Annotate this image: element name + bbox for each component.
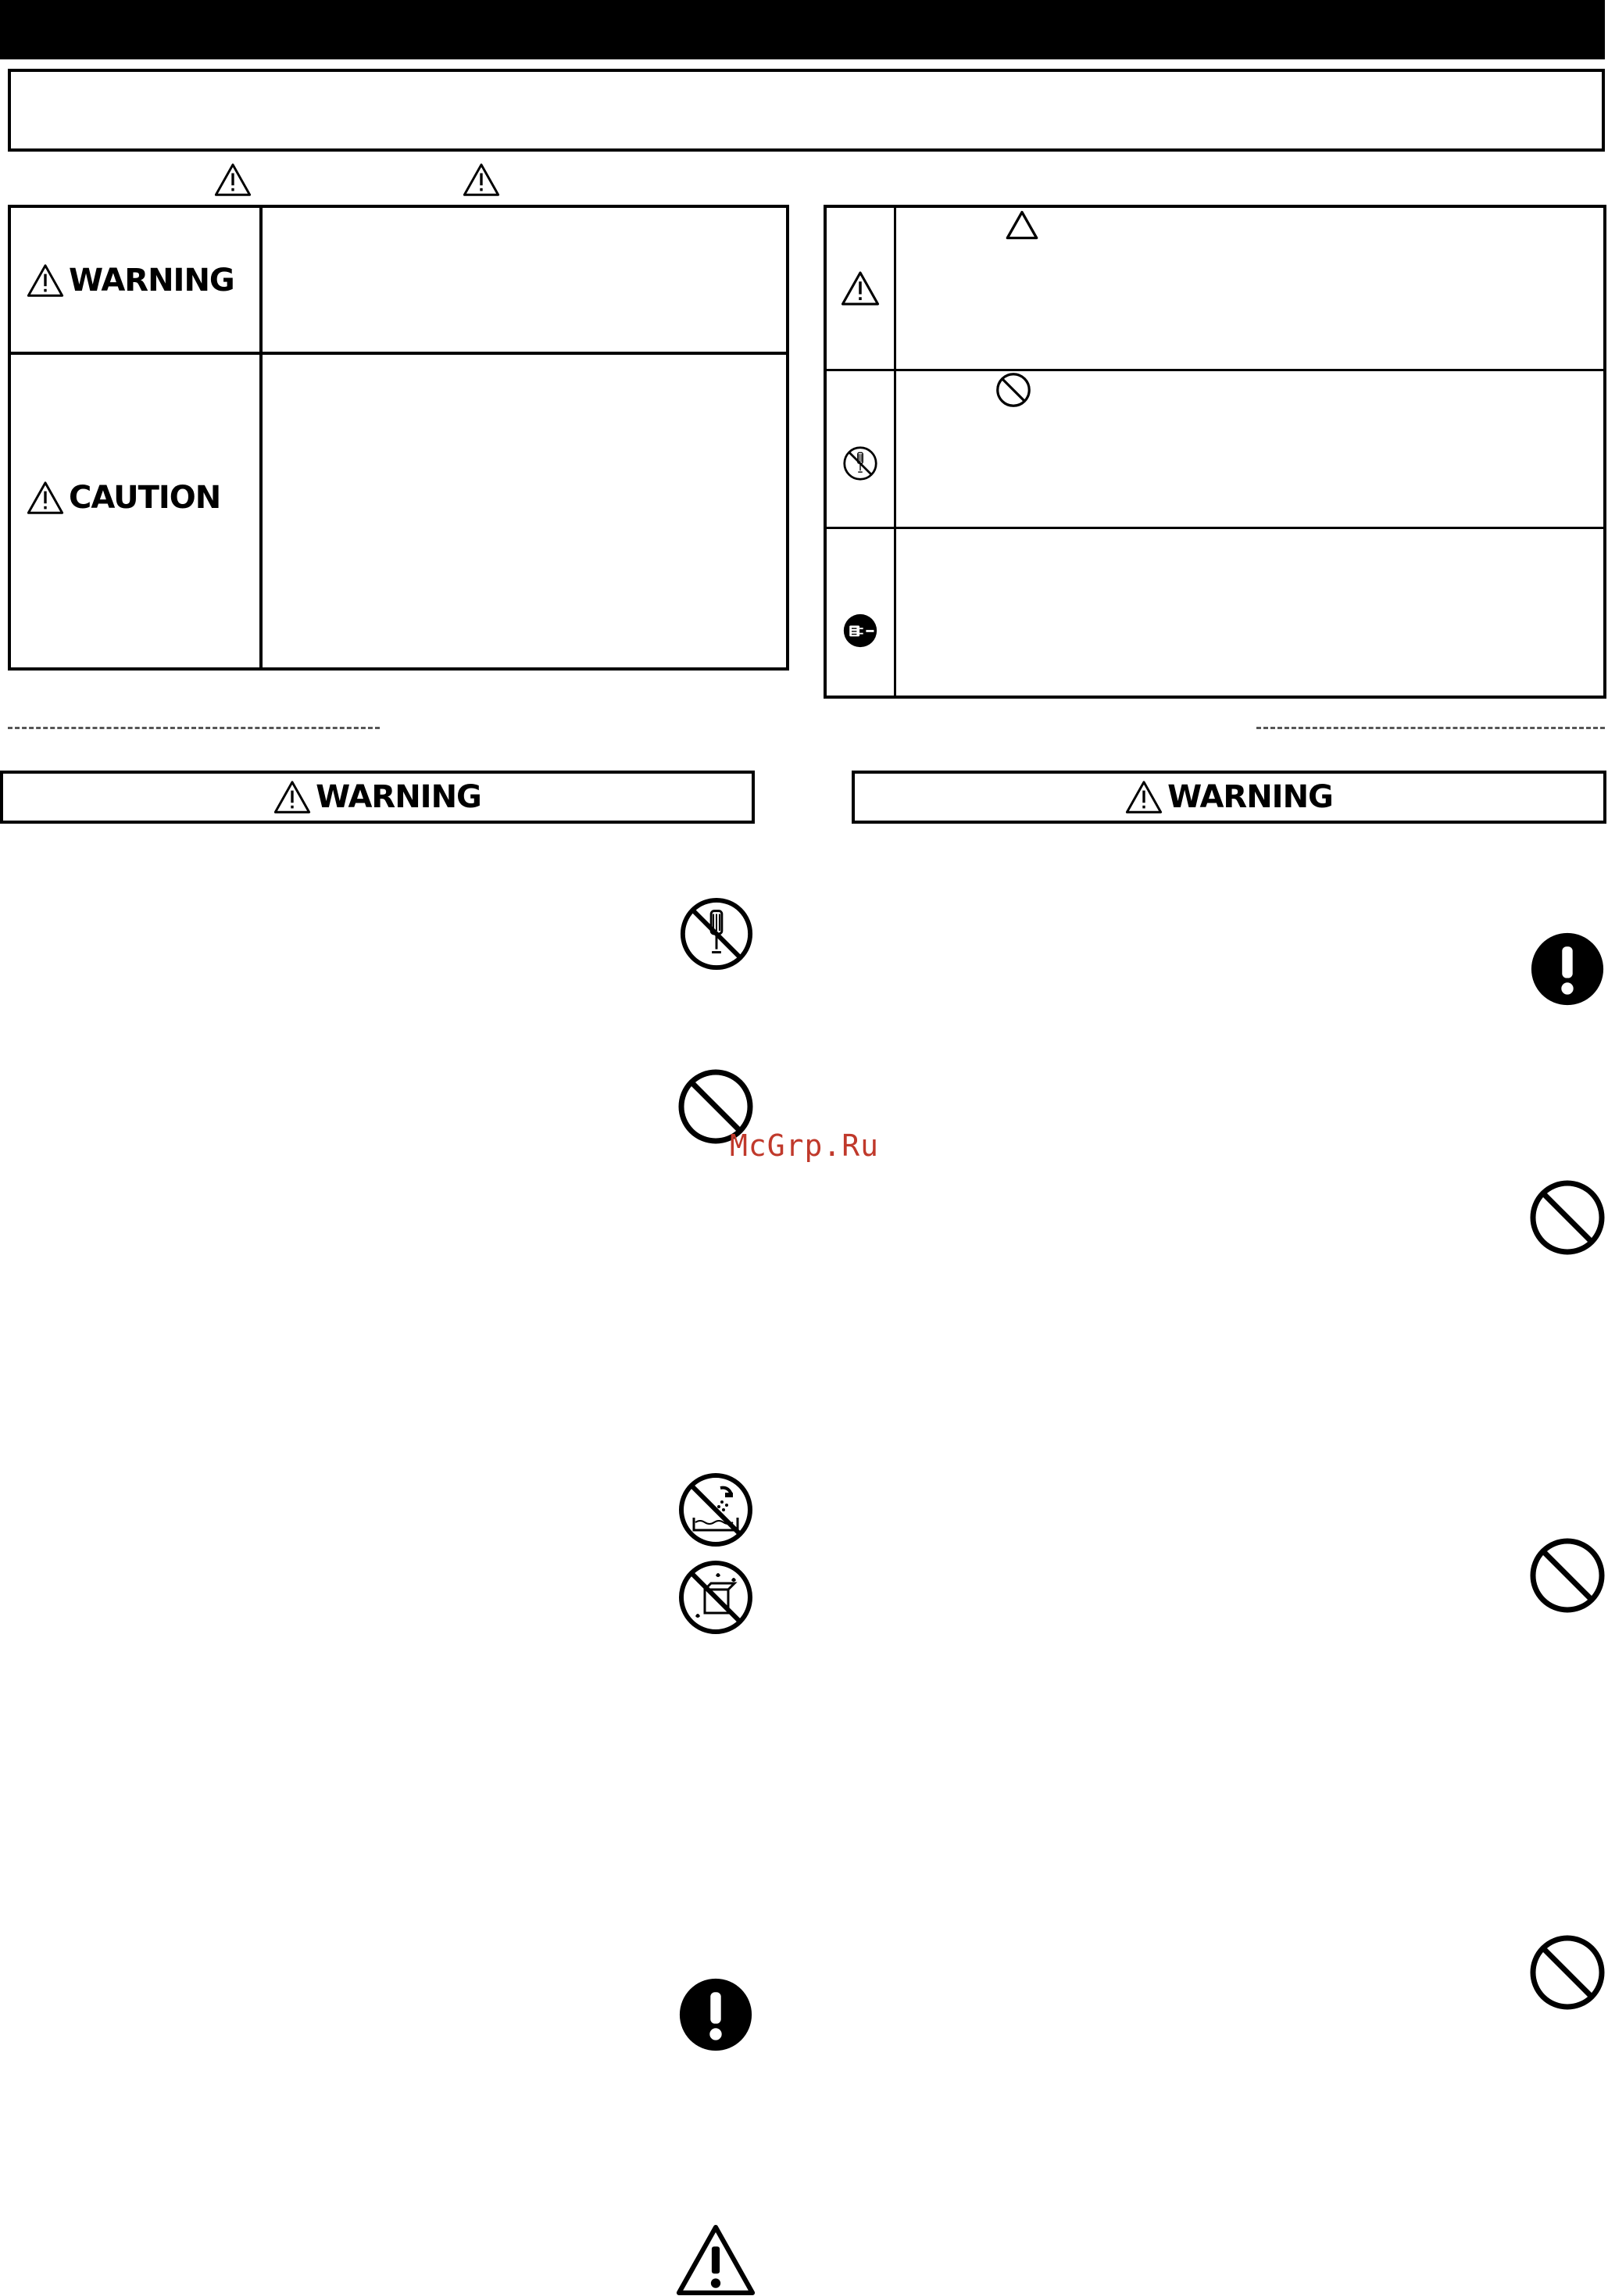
page-header-bar xyxy=(0,0,1605,59)
mandatory-action-icon xyxy=(678,1977,753,2052)
legend-table xyxy=(8,205,789,671)
right-warning-banner xyxy=(852,771,1606,824)
symbol-table xyxy=(824,205,1606,699)
triangle-outline-icon xyxy=(1005,209,1039,241)
prohibition-icon xyxy=(1528,1536,1606,1615)
warning-triangle-icon xyxy=(214,163,252,197)
row-divider xyxy=(827,527,1603,529)
banner-label-group xyxy=(273,779,481,815)
dashed-divider xyxy=(8,727,380,729)
warning-triangle-icon xyxy=(273,780,311,814)
warning-triangle-icon xyxy=(463,163,500,197)
warning-triangle-icon xyxy=(841,270,880,306)
column-divider xyxy=(894,208,896,696)
warning-triangle-icon xyxy=(1125,780,1163,814)
title-box xyxy=(8,69,1605,152)
dashed-divider xyxy=(1256,727,1605,729)
do-not-disassemble-icon xyxy=(678,896,755,972)
do-not-disassemble-icon xyxy=(842,445,878,481)
caution-label: CAUTION xyxy=(69,480,221,516)
banner-label: WARNING xyxy=(316,779,481,815)
prohibition-circle-icon xyxy=(995,372,1031,408)
mandatory-action-icon xyxy=(1530,932,1605,1007)
no-water-icon xyxy=(677,1471,755,1549)
legend-row-warning xyxy=(27,261,234,300)
warning-triangle-icon xyxy=(675,2224,756,2296)
unplug-icon xyxy=(842,613,878,649)
banner-label-group xyxy=(1125,779,1333,815)
prohibition-icon xyxy=(1528,1178,1606,1257)
row-divider xyxy=(827,369,1603,371)
warning-triangle-icon xyxy=(27,481,64,515)
legend-row-caution xyxy=(27,478,220,517)
warning-label: WARNING xyxy=(69,263,234,299)
left-warning-banner xyxy=(0,771,755,824)
watermark: McGrp.Ru xyxy=(730,1128,880,1163)
column-divider xyxy=(259,208,263,667)
warning-triangle-icon xyxy=(27,263,64,298)
row-divider xyxy=(11,352,786,355)
no-liquid-containers-icon xyxy=(677,1558,755,1636)
prohibition-icon xyxy=(1528,1933,1606,2012)
banner-label: WARNING xyxy=(1167,779,1333,815)
